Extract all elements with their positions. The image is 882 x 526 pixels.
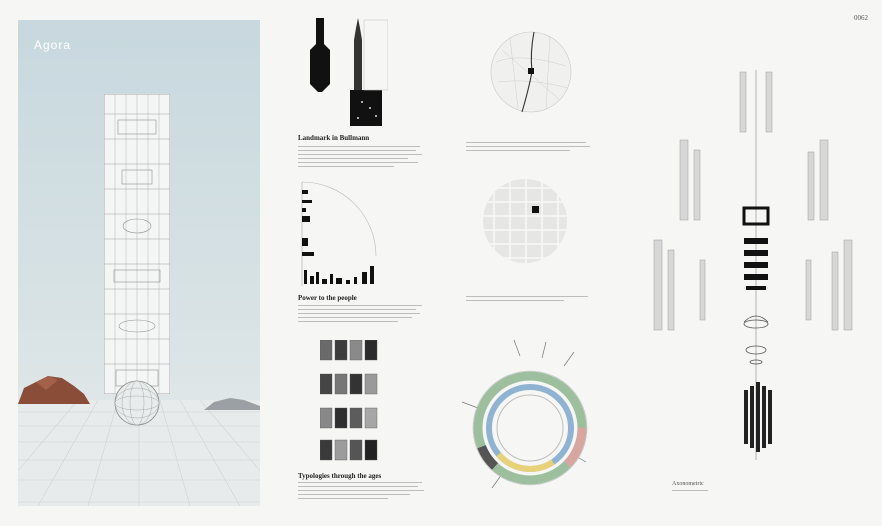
typology-photo-grid [320, 340, 378, 462]
section-heading-landmark: Landmark in Bullmann [298, 134, 370, 142]
silhouette-diagram [298, 18, 388, 126]
arc-bar-graphic [298, 180, 380, 288]
power-text-block [298, 305, 426, 322]
map1-caption-lines [466, 142, 592, 151]
hero-title: Agora [34, 38, 72, 52]
sphere [114, 380, 160, 426]
section-heading-typologies: Typologies through the ages [298, 472, 382, 480]
axonometric-caption [672, 480, 708, 491]
rock-right [204, 396, 260, 410]
map-circle-city [490, 22, 572, 122]
rock-left [18, 372, 90, 404]
map-circle-grid [482, 178, 568, 264]
landmark-text-block [298, 146, 426, 167]
axonometric-caption-title: Axonometric [672, 481, 704, 487]
sheet-number: 0062 [854, 14, 868, 22]
ring-program-diagram [462, 338, 598, 504]
hero-render [18, 20, 260, 506]
exploded-axonometric [640, 60, 872, 460]
section-heading-power: Power to the people [298, 294, 357, 302]
typologies-text-block [298, 482, 426, 499]
tower [104, 94, 170, 394]
map2-caption-lines [466, 296, 592, 301]
